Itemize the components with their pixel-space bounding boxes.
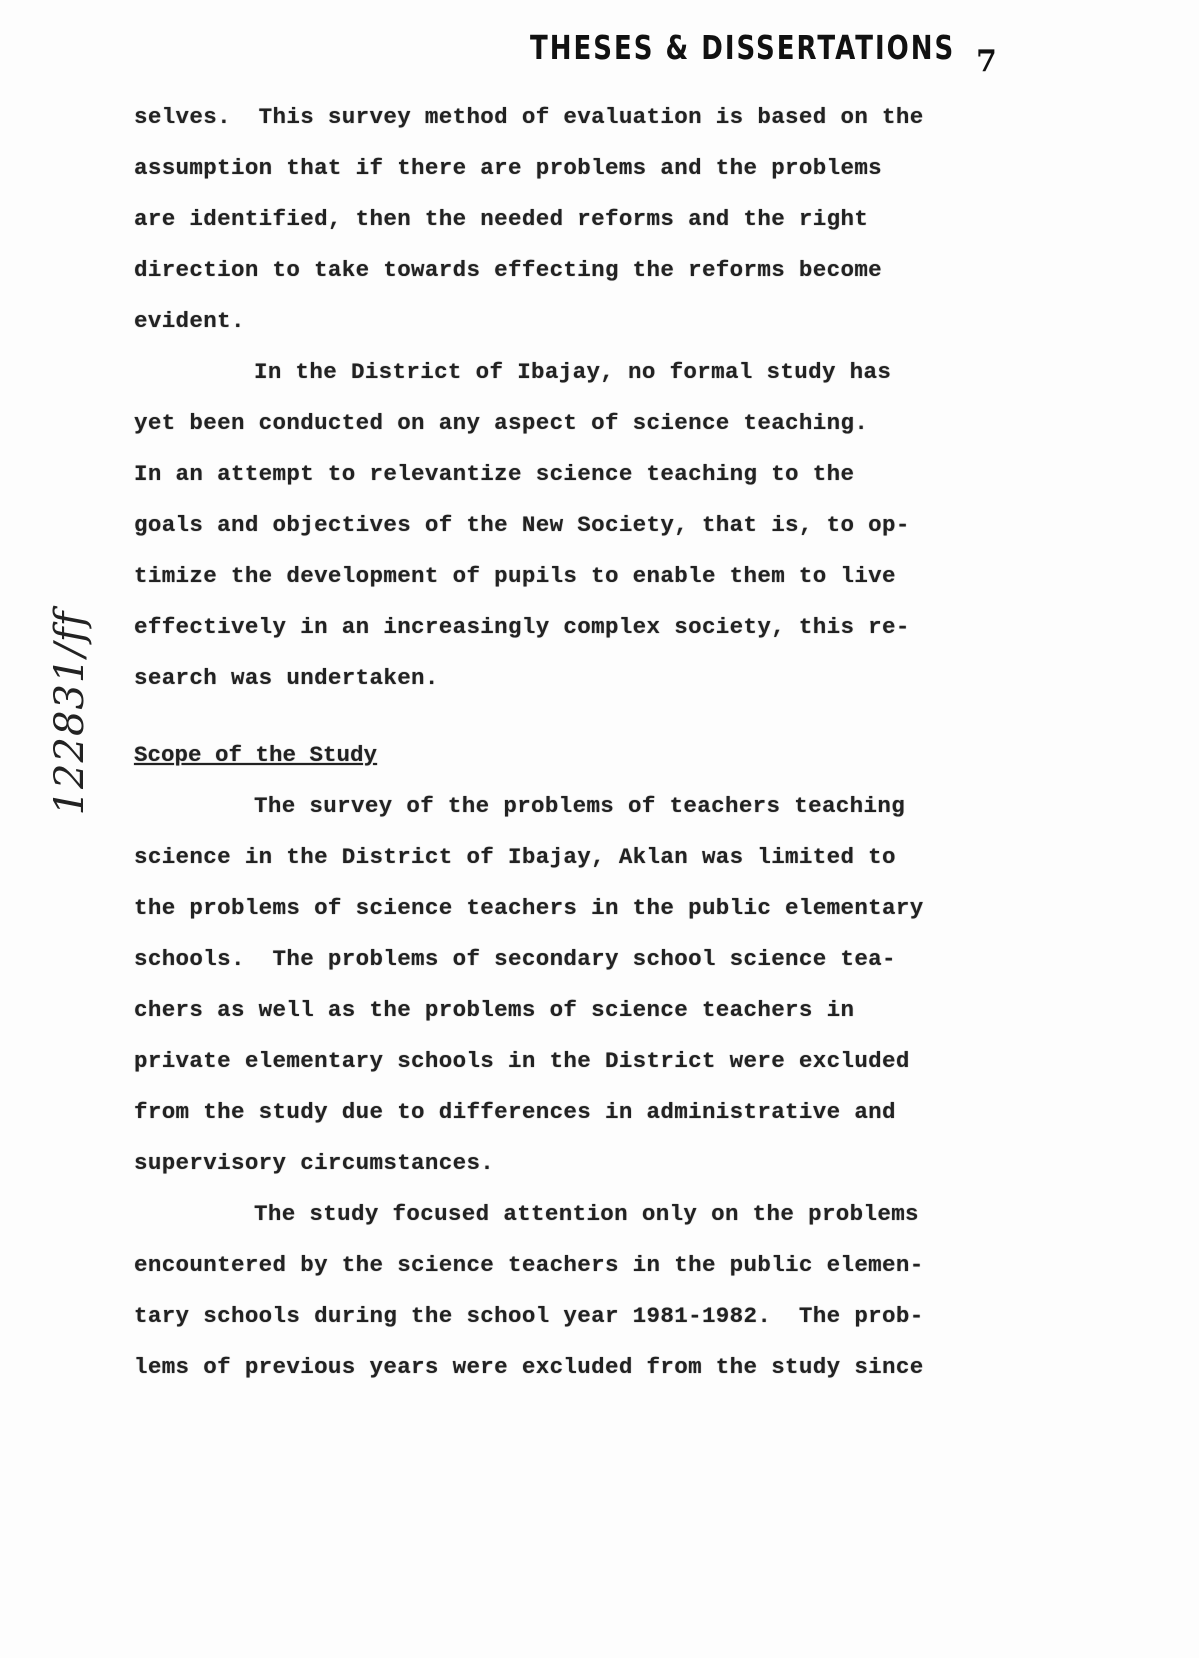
text-line: goals and objectives of the New Society, that is, to op- — [134, 512, 910, 538]
text-line: supervisory circumstances. — [134, 1150, 495, 1176]
page-number: 7 — [976, 44, 997, 79]
text-line: yet been conducted on any aspect of science teaching. — [134, 410, 869, 436]
text-line: tary schools during the school year 1981-1982. The prob- — [134, 1303, 924, 1329]
text-line: In the District of Ibajay, no formal study has — [254, 359, 892, 385]
text-line: schools. The problems of secondary school science tea- — [134, 946, 896, 972]
paragraph — [134, 1189, 1014, 1393]
theses-dissertations-stamp: THESES & DISSERTATIONS — [530, 30, 956, 68]
text-line: The study focused attention only on the problems — [254, 1201, 919, 1227]
spacer — [134, 704, 1014, 730]
text-line: chers as well as the problems of science teachers in — [134, 997, 855, 1023]
text-line: science in the District of Ibajay, Aklan was limited to — [134, 844, 896, 870]
text-line: direction to take towards effecting the reforms become — [134, 257, 883, 283]
text-line: selves. This survey method of evaluation is based on the — [134, 104, 924, 130]
text-line: evident. — [134, 308, 245, 334]
text-line: private elementary schools in the District were excluded — [134, 1048, 910, 1074]
text-line: lems of previous years were excluded from the study since — [134, 1354, 924, 1380]
text-line: encountered by the science teachers in the public elemen- — [134, 1252, 924, 1278]
paragraph — [134, 781, 1014, 1189]
text-line: search was undertaken. — [134, 665, 439, 691]
text-line: the problems of science teachers in the public elementary — [134, 895, 924, 921]
text-line: In an attempt to relevantize science teaching to the — [134, 461, 855, 487]
body-text — [134, 92, 1014, 1393]
text-line: The survey of the problems of teachers teaching — [254, 793, 906, 819]
text-line: from the study due to differences in administrative and — [134, 1099, 896, 1125]
text-line: assumption that if there are problems and the problems — [134, 155, 883, 181]
section-heading: Scope of the Study — [134, 742, 378, 768]
text-line: timize the development of pupils to enable them to live — [134, 563, 896, 589]
paragraph — [134, 92, 1014, 347]
paragraph — [134, 347, 1014, 704]
text-line: are identified, then the needed reforms and the right — [134, 206, 869, 232]
handwritten-margin-note: 122831/ff — [47, 610, 93, 816]
text-line: effectively in an increasingly complex society, this re- — [134, 614, 910, 640]
